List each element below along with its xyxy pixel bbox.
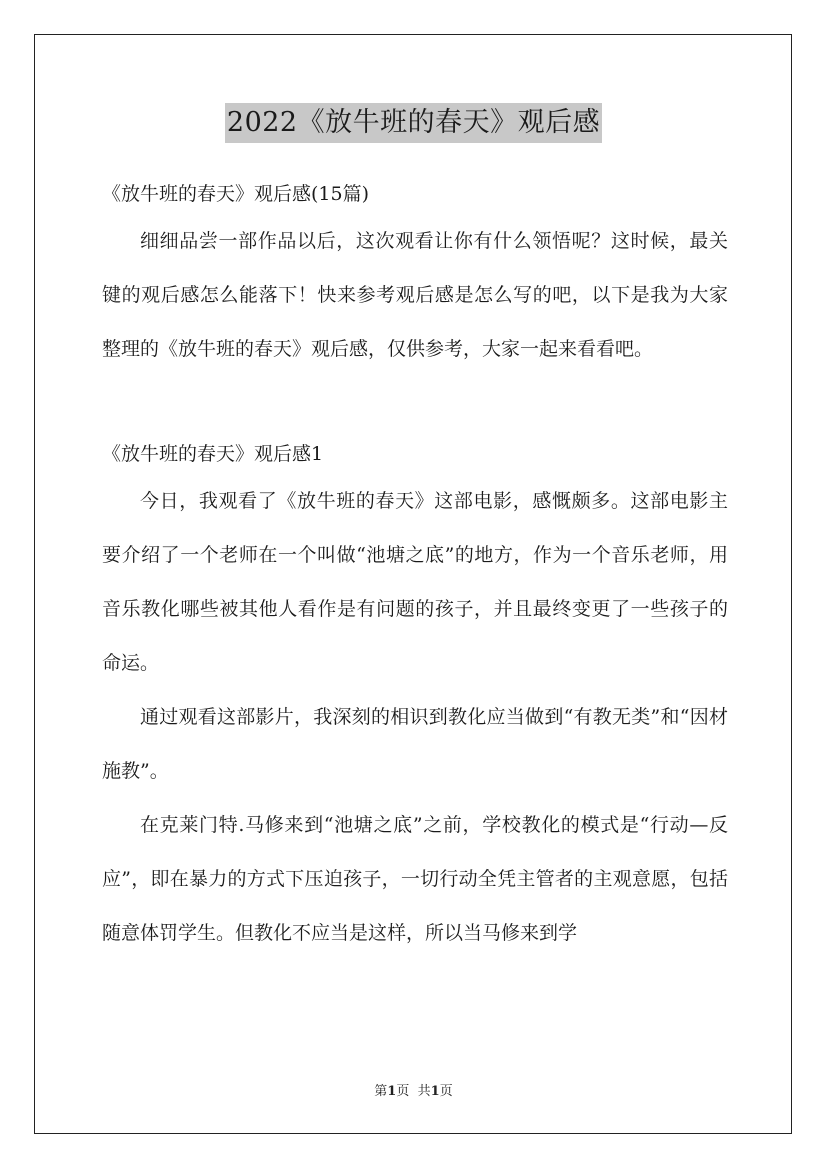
- intro-paragraph: 细细品尝一部作品以后，这次观看让你有什么领悟呢？这时候，最关键的观后感怎么能落下！快来参考观后感是怎么写的吧，以下是我为大家整理的《放牛班的春天》观后感，仅供参考，大家一起来看看吧。: [102, 230, 728, 360]
- total-label-prefix: 共: [417, 1084, 431, 1099]
- body-paragraph: 今日，我观看了《放牛班的春天》这部电影，感慨颇多。这部电影主要介绍了一个老师在一个叫做“池塘之底”的地方，作为一个音乐老师，用音乐教化哪些被其他人看作是有问题的孩子，并且最终变更了一些孩子的命运。: [102, 490, 728, 674]
- section-heading: 《放牛班的春天》观后感1: [102, 443, 324, 465]
- title-container: [0, 103, 827, 143]
- body-paragraph: 通过观看这部影片，我深刻的相识到教化应当做到“有教无类”和“因材施教”。: [102, 706, 728, 782]
- document-title: 2022《放牛班的春天》观后感: [225, 103, 602, 143]
- document-body: [102, 174, 728, 960]
- document-subtitle: 《放牛班的春天》观后感(15篇): [102, 183, 370, 205]
- section-gap: [102, 376, 728, 434]
- page-footer: [0, 1080, 827, 1099]
- page-label-prefix: 第: [374, 1084, 388, 1099]
- page-total: 1: [430, 1084, 440, 1099]
- page-label-mid: 页: [396, 1084, 410, 1099]
- body-paragraph: 在克莱门特.马修来到“池塘之底”之前，学校教化的模式是“行动—反应”，即在暴力的方式下压迫孩子，一切行动全凭主管者的主观意愿，包括随意体罚学生。但教化不应当是这样，所以当马修来到学: [102, 814, 728, 944]
- page-current: 1: [387, 1084, 397, 1099]
- total-label-suffix: 页: [439, 1084, 453, 1099]
